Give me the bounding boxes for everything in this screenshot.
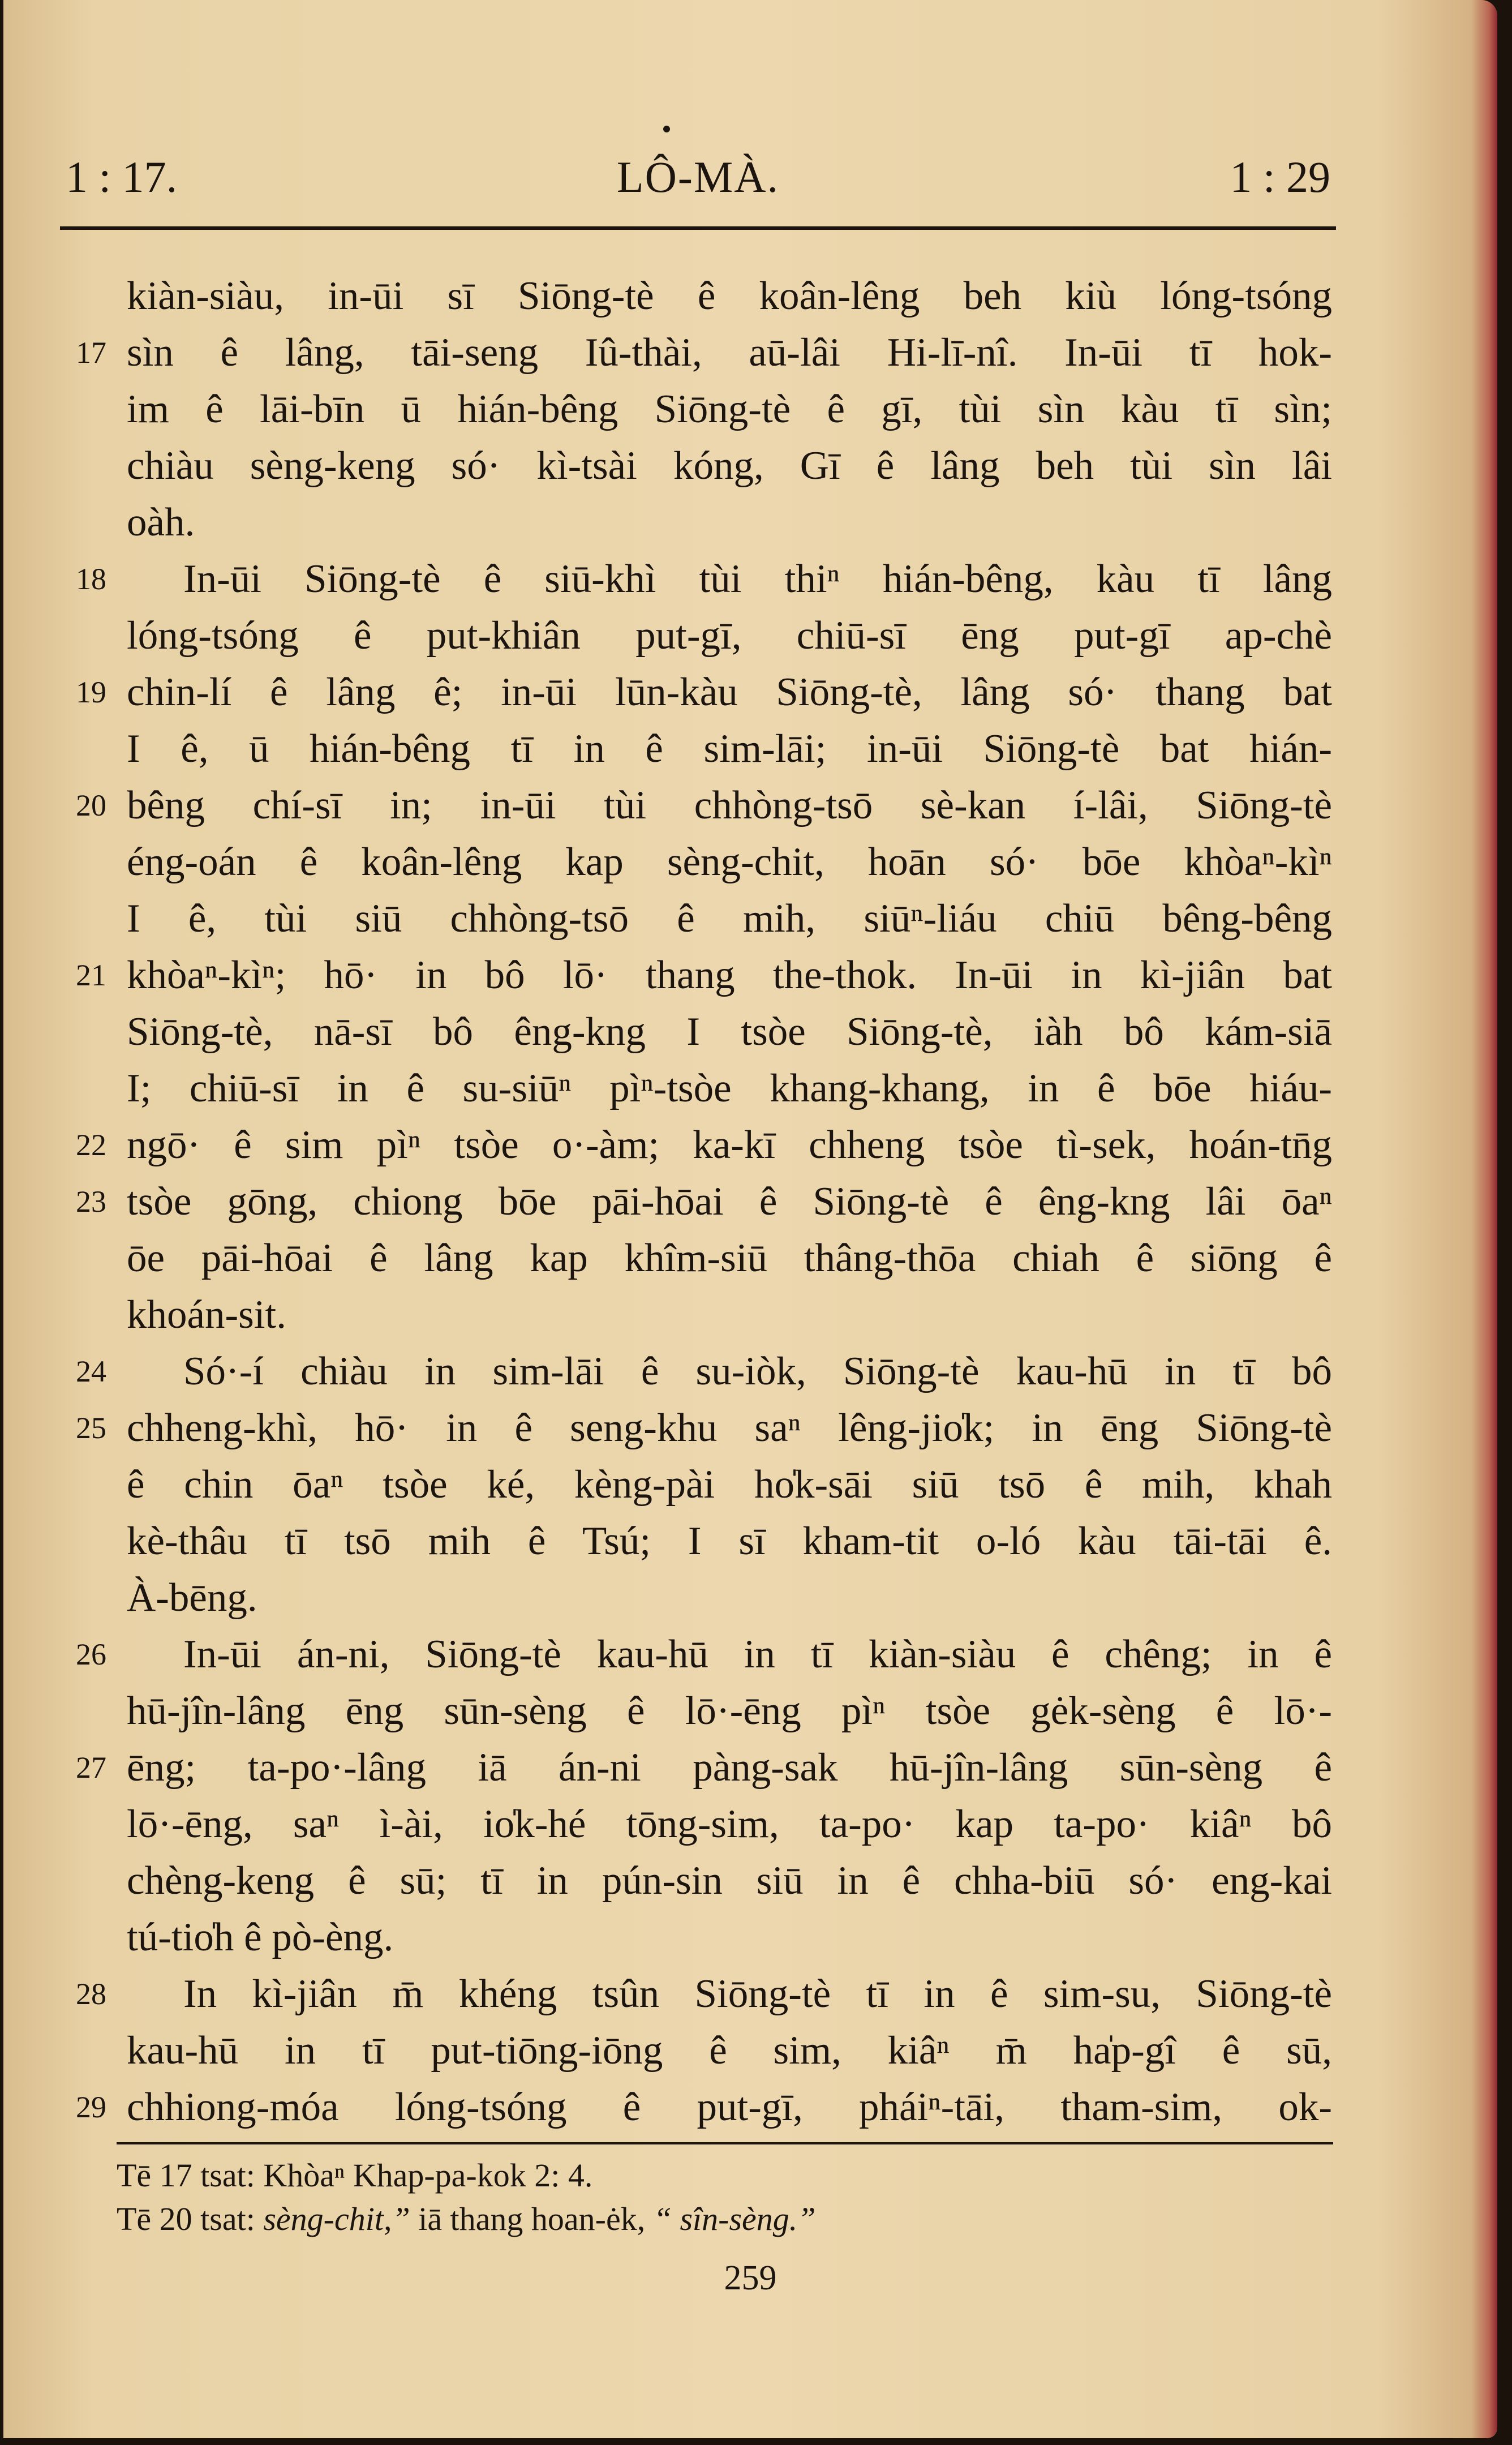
text-line: ēng; ta-po·-lâng iā án-ni pàng-sak hū-jîn-lâng sūn-sèng ê: [127, 1745, 1332, 1790]
verse-number: 19: [76, 675, 106, 709]
text-line: khòaⁿ-kìⁿ; hō· in bô lō· thang the-thok. In-ūi in kì-jiân bat: [127, 953, 1332, 997]
footnote-2-alt: “ sîn-sèng.”: [653, 2200, 816, 2237]
page-number: 259: [724, 2259, 777, 2297]
text-line: chiàu sèng-keng só· kì-tsài kóng, Gī ê lâng beh tùi sìn lâi: [127, 444, 1332, 488]
header-chapter-end: 1 : 29: [1230, 152, 1330, 201]
text-line: khoán-sit.: [127, 1293, 286, 1337]
text-line: Siōng-tè, nā-sī bô êng-kng I tsòe Siōng-tè, iàh bô kám-siā: [127, 1010, 1332, 1054]
text-line: ê chin ōaⁿ tsòe ké, kèng-pài ho̍k-sāi siū tsō ê mih, khah: [127, 1462, 1332, 1507]
text-line: kiàn-siàu, in-ūi sī Siōng-tè ê koân-lêng beh kiù lóng-tsóng: [127, 274, 1332, 318]
verse-number: 22: [76, 1128, 106, 1162]
text-line: In-ūi án-ni, Siōng-tè kau-hū in tī kiàn-siàu ê chêng; in ê: [183, 1632, 1332, 1676]
text-line: oàh.: [127, 500, 195, 544]
footnote-rule: [117, 2142, 1333, 2144]
footnote-2-label: Tē 20 tsat:: [117, 2200, 255, 2237]
text-line: In kì-jiân m̄ khéng tsûn Siōng-tè tī in ê sim-su, Siōng-tè: [183, 1972, 1332, 2016]
verse-number: 20: [76, 788, 106, 822]
text-line: hū-jîn-lâng ēng sūn-sèng ê lō·-ēng pìⁿ tsòe gėk-sèng ê lō·-: [127, 1689, 1332, 1733]
text-line: lóng-tsóng ê put-khiân put-gī, chiū-sī ēng put-gī ap-chè: [127, 614, 1332, 658]
text-line: I ê, ū hián-bêng tī in ê sim-lāi; in-ūi Siōng-tè bat hián-: [127, 727, 1332, 771]
footnote-1-label: Tē 17 tsat:: [117, 2157, 255, 2194]
verse-number: 24: [76, 1354, 106, 1388]
header-rule: [60, 226, 1336, 230]
text-line: éng-oán ê koân-lêng kap sèng-chit, hoān só· bōe khòaⁿ-kìⁿ: [127, 840, 1332, 884]
verse-number: 21: [76, 958, 106, 992]
book-page: [3, 0, 1497, 2438]
text-line: In-ūi Siōng-tè ê siū-khì tùi thiⁿ hián-bêng, kàu tī lâng: [183, 557, 1332, 601]
running-header: [66, 152, 1330, 214]
text-line: chèng-keng ê sū; tī in pún-sin siū in ê chha-biū só· eng-kai: [127, 1859, 1332, 1903]
verse-number: 26: [76, 1637, 106, 1671]
text-line: À-bēng.: [127, 1576, 257, 1620]
text-line: chheng-khì, hō· in ê seng-khu saⁿ lêng-jio̍k; in ēng Siōng-tè: [127, 1406, 1332, 1450]
verse-number: 23: [76, 1185, 106, 1219]
text-line: ngō· ê sim pìⁿ tsòe o·-àm; ka-kī chheng tsòe tì-sek, hoán-tn̄g: [127, 1123, 1332, 1167]
verse-number: 18: [76, 562, 106, 596]
page-edge-stain: [1471, 0, 1497, 2438]
footnote-2: [117, 2198, 1248, 2241]
ornament-dot: [663, 126, 670, 132]
verse-number: 25: [76, 1411, 106, 1445]
text-line: sìn ê lâng, tāi-seng Iû-thài, aū-lâi Hi-lī-nî. In-ūi tī hok-: [127, 331, 1332, 375]
text-line: I ê, tùi siū chhòng-tsō ê mih, siūⁿ-liáu chiū bêng-bêng: [127, 896, 1332, 941]
footnote-2-mid: iā thang hoan-ėk,: [418, 2200, 646, 2237]
text-line: tsòe gōng, chiong bōe pāi-hōai ê Siōng-tè ê êng-kng lâi ōaⁿ: [127, 1179, 1332, 1224]
footnote-2-term: sèng-chit,”: [263, 2200, 410, 2237]
footnote-1: [117, 2154, 1248, 2197]
text-line: chin-lí ê lâng ê; in-ūi lūn-kàu Siōng-tè, lâng só· thang bat: [127, 670, 1332, 714]
text-line: chhiong-móa lóng-tsóng ê put-gī, pháiⁿ-tāi, tham-sim, ok-: [127, 2085, 1332, 2129]
text-line: bêng chí-sī in; in-ūi tùi chhòng-tsō sè-kan í-lâi, Siōng-tè: [127, 783, 1332, 827]
header-book-title: LÔ-MÀ.: [616, 152, 780, 201]
text-line: tú-tio̍h ê pò-èng.: [127, 1915, 394, 1959]
verse-number: 28: [76, 1977, 106, 2011]
text-line: kau-hū in tī put-tiōng-iōng ê sim, kiâⁿ m̄ ha̍p-gî ê sū,: [127, 2028, 1332, 2073]
header-chapter-start: 1 : 17.: [66, 152, 178, 201]
text-line: Só·-í chiàu in sim-lāi ê su-iòk, Siōng-tè kau-hū in tī bô: [183, 1349, 1332, 1393]
text-line: im ê lāi-bīn ū hián-bêng Siōng-tè ê gī, tùi sìn kàu tī sìn;: [127, 387, 1332, 431]
text-line: lō·-ēng, saⁿ ì-ài, io̍k-hé tōng-sim, ta-po· kap ta-po· kiâⁿ bô: [127, 1802, 1332, 1846]
footnote-1-text: Khòaⁿ Khap-pa-kok 2: 4.: [263, 2157, 593, 2194]
text-line: kè-thâu tī tsō mih ê Tsú; I sī kham-tit o-ló kàu tāi-tāi ê.: [127, 1519, 1332, 1563]
text-line: I; chiū-sī in ê su-siūⁿ pìⁿ-tsòe khang-khang, in ê bōe hiáu-: [127, 1066, 1332, 1110]
verse-number: 27: [76, 1751, 106, 1785]
verse-number: 17: [76, 336, 106, 370]
text-line: ōe pāi-hōai ê lâng kap khîm-siū thâng-thōa chiah ê siōng ê: [127, 1236, 1332, 1280]
verse-number: 29: [76, 2090, 106, 2124]
